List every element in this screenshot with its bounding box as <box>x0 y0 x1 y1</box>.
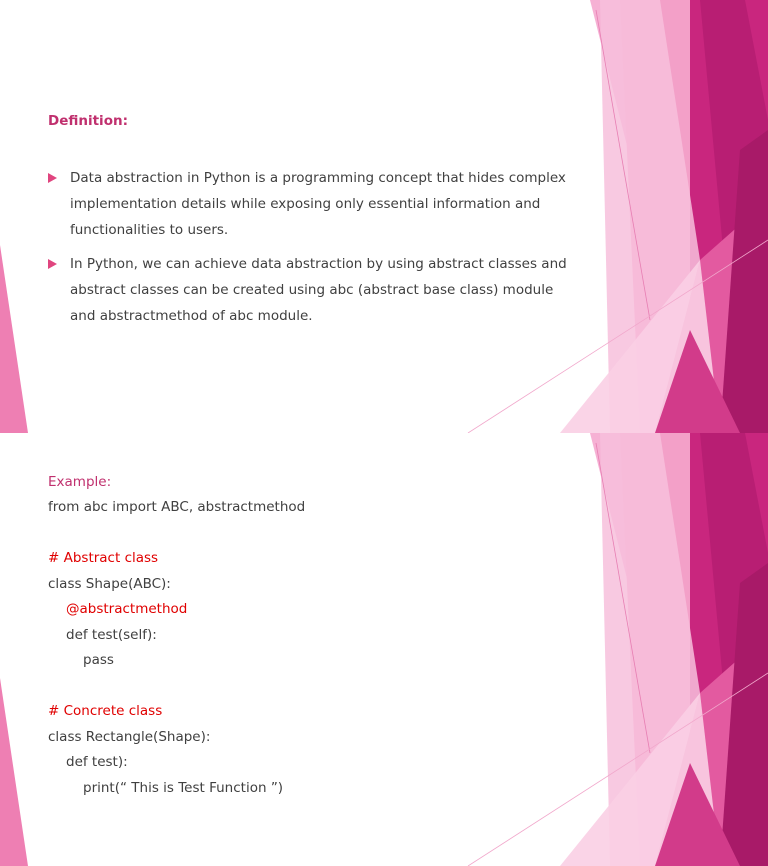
code-comment-line: # Concrete class <box>48 703 163 719</box>
code-line: def test(self): <box>66 626 157 643</box>
code-comment-line: @abstractmethod <box>66 601 188 617</box>
code-blank-line <box>48 521 305 547</box>
code-line: print(“ This is Test Function ”) <box>83 779 284 796</box>
code-line: pass <box>83 652 114 668</box>
definition-heading: Definition: <box>48 113 128 129</box>
code-line: from abc import ABC, abstractmethod <box>48 499 306 515</box>
triangle-bullet-icon <box>48 173 57 183</box>
code-comment-line: # Abstract class <box>48 550 159 566</box>
code-line: class Rectangle(Shape): <box>48 728 211 745</box>
triangle-bullet-icon <box>48 259 57 269</box>
example-heading: Example: <box>48 474 112 490</box>
bullet-text: Data abstraction in Python is a programming concept that hides complex implementation details while exposing only essential information and functionalities to users. <box>70 170 566 238</box>
slide-example <box>0 433 768 866</box>
code-listing <box>48 495 305 801</box>
code-blank-line <box>48 674 305 700</box>
code-line: class Shape(ABC): <box>48 575 171 592</box>
code-line: def test): <box>66 754 128 770</box>
bullet-item <box>48 251 568 329</box>
bullet-item <box>48 165 568 243</box>
definition-bullet-list <box>48 165 568 337</box>
bullet-text: In Python, we can achieve data abstraction by using abstract classes and abstract classes can be created using abc (abstract base class) module and abstractmethod of abc module. <box>70 256 567 324</box>
